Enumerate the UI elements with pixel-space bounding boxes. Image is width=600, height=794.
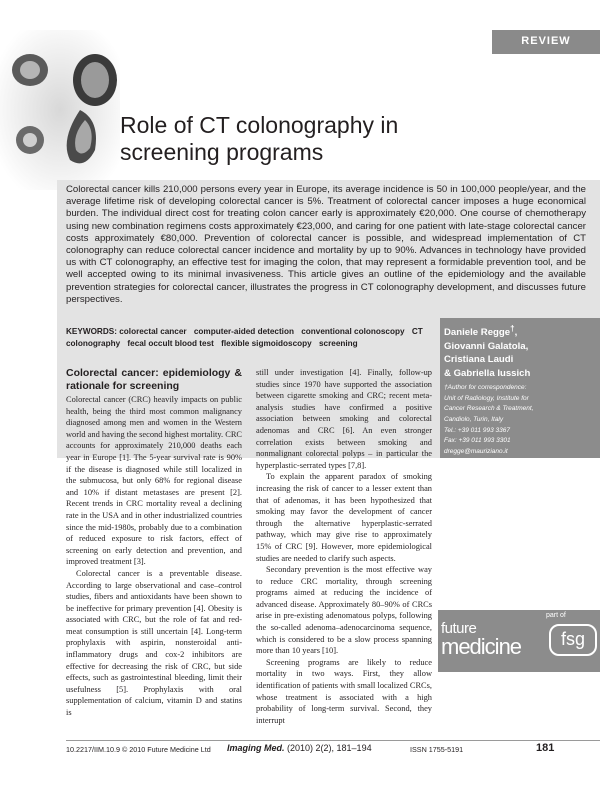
paragraph: still under investigation [4]. Finally, follow-up studies since 1970 have supported the association between cigarette smoking and CRC; recent meta-analysis studies have confirmed a positive association between smoking and colorectal adenomas and CRC [6]. An even stronger correlation exists between smoking and nonmalignant colorectal polyps – in particular the hyperplastic-serrated types [7,8]. bbox=[256, 368, 432, 470]
logo-medicine-text: medicine bbox=[441, 634, 522, 659]
paragraph: Colorectal cancer (CRC) heavily impacts on public health, being the third most common malignancy diagnosed among men and women in the Western world and having the second highest mortality. CRC accounts for approximately 210,000 deaths each year in Europe [1]. The 5-year survival rate is 90% if the disease is diagnosed while still localized in the submucosa, but only 68% for regional disease and 10% if distant metastases are present [2]. Recent trends in CRC mortality reveal a declining rate in the USA and in other industrialized countries since the mid-1980s, probably due to a combination of reduced exposure to risk factors, effect of screening on early detection and prevention, and improved treatment [3]. bbox=[66, 395, 242, 567]
author-name: Giovanni Galatola, bbox=[444, 340, 529, 352]
keywords bbox=[66, 326, 438, 350]
paragraph: Secondary prevention is the most effective way to reduce CRC mortality, through screening programs aimed at reducing the incidence of advanced disease. Approximately 80–90% of CRCs arise in pre-existing adenomatous polyps, following the so-called adenoma–adenocarcinoma sequence, which is considered to be a slow process spanning more than 10 years [10]. bbox=[256, 565, 432, 656]
author-name: & Gabriella Iussich bbox=[444, 367, 531, 379]
affiliation-line: Fax: +39 011 993 3301 bbox=[444, 437, 511, 445]
author-name: Cristiana Laudi bbox=[444, 354, 514, 366]
footer-divider bbox=[66, 740, 600, 741]
keyword: computer-aided detection bbox=[193, 327, 294, 336]
affiliation-line: Unit of Radiology, Institute for bbox=[444, 394, 529, 402]
doi-copyright: 10.2217/IIM.10.9 © 2010 Future Medicine Ltd bbox=[66, 745, 211, 754]
keyword: fecal occult blood test bbox=[127, 339, 214, 348]
author-list bbox=[444, 322, 594, 457]
keyword: flexible sigmoidoscopy bbox=[221, 339, 312, 348]
journal-name: Imaging Med. bbox=[227, 743, 285, 753]
affiliation-line: †Author for correspondence: bbox=[444, 384, 527, 392]
logo-future-text: future bbox=[441, 620, 477, 637]
fsg-logo: fsg bbox=[549, 624, 597, 656]
article-title: Role of CT colonography in screening programs bbox=[120, 112, 399, 165]
citation-details: (2010) 2(2), 181–194 bbox=[284, 743, 372, 753]
keyword: conventional colonoscopy bbox=[301, 327, 405, 336]
page-footer bbox=[66, 742, 555, 757]
page-number: 181 bbox=[536, 742, 555, 754]
issn: ISSN 1755-5191 bbox=[410, 745, 464, 754]
paragraph: To explain the apparent paradox of smoking increasing the risk of cancer to a lesser extent than that of adenomas, it has been hypothesized that smoking may favor the development of cancer through the alternative hyperplastic-serrated pathway, which may give rise to approximately 15% of CRC [9]. However, more epidemiological studies are needed to clarify such aspects. bbox=[256, 472, 432, 563]
affiliation-line: Tel.: +39 011 993 3367 bbox=[444, 426, 510, 434]
body-column-2 bbox=[256, 367, 432, 726]
section-label: REVIEW bbox=[521, 35, 571, 47]
cover-artwork bbox=[0, 30, 120, 190]
affiliation-line: dregge@mauriziano.it bbox=[444, 447, 508, 455]
paragraph: Screening programs are likely to reduce mortality in two ways. First, they allow identification of patients with small localized CRCs, whose treatment is associated with a high probability of long-term survival. Second, they interrupt bbox=[256, 657, 432, 725]
abstract-text: Colorectal cancer kills 210,000 persons every year in Europe, its average incidence is 50 in 100,000 people/year, and the average lifetime risk of developing colorectal cancer is 5%. Treatment of colorectal cancer imposes a huge economical burden. The individual direct cost for treating colon cancer early is approximately €20,000. One course of chemotherapy using new combination regimens costs approximately €23,000, and caring for one patient with late-stage colorectal cancer costs approximately €80,000. Prevention of colorectal cancer is possible, and widespread implementation of CT colonography can reduce colorectal cancer incidence and mortality by up to 90%. Advances in technology have provided us with CT colonography, an effective test for imaging the colon, that may represent a formidable prevention tool, and be well accepted owing to its minimal invasiveness. This article gives an outline of the epidemiology and the available prevention strategies for colorectal cancer, illustrates the progress in CT colonography development, and discusses future perspectives. bbox=[66, 184, 586, 305]
keyword: CT colonography bbox=[66, 327, 423, 348]
author-name: Daniele Regge†, bbox=[444, 324, 518, 339]
journal-citation bbox=[227, 743, 372, 753]
section-heading: Colorectal cancer: epidemiology & rationale for screening bbox=[66, 367, 242, 392]
keyword: screening bbox=[318, 339, 358, 348]
keyword: colorectal cancer bbox=[119, 327, 187, 336]
section-tab bbox=[492, 30, 600, 54]
affiliation-line: Cancer Research & Treatment, bbox=[444, 405, 534, 413]
future-medicine-logo bbox=[441, 614, 541, 662]
correspondence-marker: † bbox=[510, 324, 515, 333]
body-column-1 bbox=[66, 367, 242, 719]
part-of-label: part of bbox=[546, 612, 566, 619]
affiliation-line: Candiolo, Turin, Italy bbox=[444, 415, 504, 423]
keywords-label: KEYWORDS: bbox=[66, 327, 117, 336]
paragraph: Colorectal cancer is a preventable disease. According to large observational and case–control studies, fibers and antioxidants have been shown to be ineffective for primary prevention [4]. Obesity is associated with CRC, but the role of fat and red-meat consumption is still uncertain [4]. Long-term prophylaxis with aspirin, nonsteroidal anti-inflammatory drugs and cox-2 inhibitors are effective for decreasing the risk of CRC, but side effects, such as gastrointestinal bleeding, limit their usefulness [5]. Prophylaxis with oral supplementation of calcium, vitamin D and statins is bbox=[66, 568, 242, 718]
